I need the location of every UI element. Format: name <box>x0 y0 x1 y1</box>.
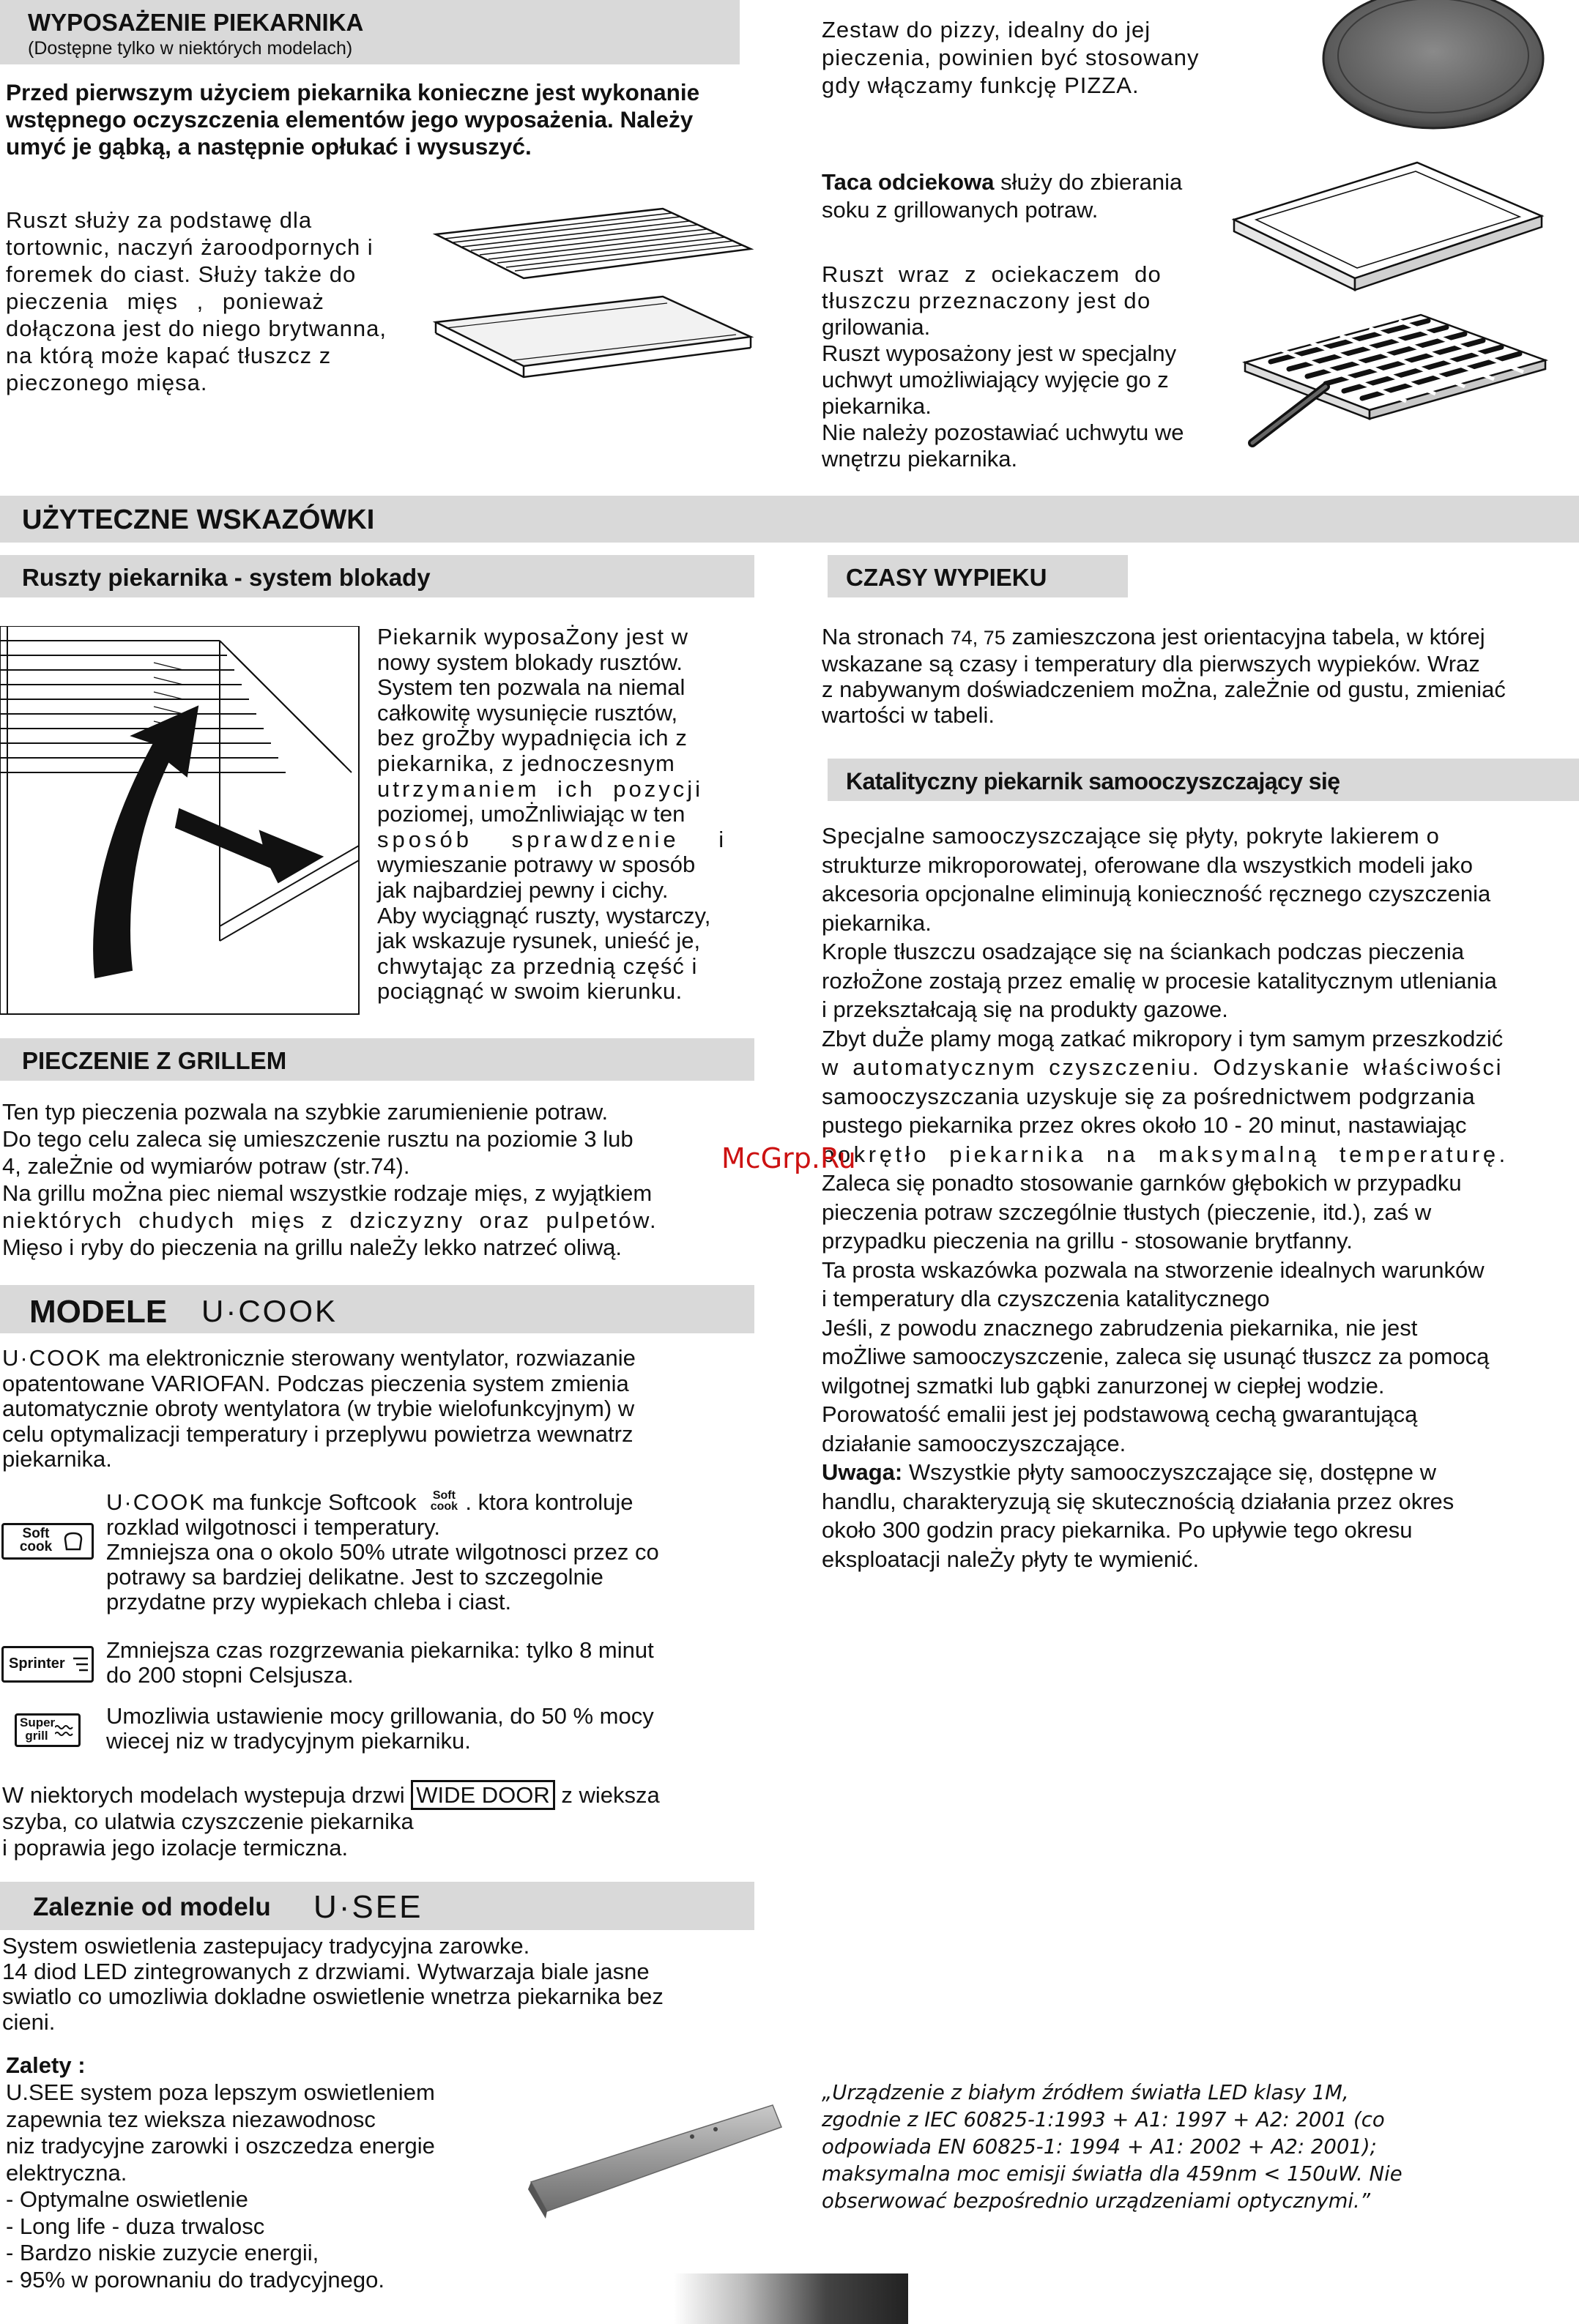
accessories-intro: Przed pierwszym użyciem piekarnika konieczne jest wykonanie wstępnego oczyszczenia elementów jego wyposażenia. Należy umyć je gąbką, a następnie opłukać i wysuszyć. <box>6 79 700 160</box>
softcook-description: U·COOK ma funkcje Softcook Soft cook . ktora kontroluje rozklad wilgotnosci i temperatury. Zmniejsza ona o okolo 50% utrate wilgotnosci przez co potrawy sa bardziej delikatne. Jest to szczegolnie przydatne przy wypiekach chleba i ciast. <box>106 1489 659 1614</box>
catalytic-description: Specjalne samooczyszczające się płyty, pokryte lakierem o strukturze mikroporowatej, oferowane dla wszystkich modeli jako akcesoria opcjonalne eliminują konieczność ręcznego czyszczenia piekarnika. Krople tłuszczu osadzające się na ściankach podczas pieczenia rozłoŻone zostają przez emalię w procesie katalitycznym utleniania i przekształcają się na produkty gazowe. Zbyt duŻe plamy mogą zatkać mikropory i tym samym przeszkodzić w automatycznym czyszczeniu. Odzyskanie właściwości samooczyszczania uzyskuje się za pośrednictwem podgrzania pustego piekarnika przez okres około 10 - 20 minut, nastawiając pokrętło piekarnika na maksymalną temperaturę. Zaleca się ponadto stosowanie garnków głębokich w przypadku pieczenia potraw szczególnie tłustych (pieczenie, itd.), zaś w przypadku pieczenia na grillu - stosowanie brytfanny. Ta prosta wskazówka pozwala na stworzenie idealnych warunków i temperatury dla czyszczenia katalitycznego Jeśli, z powodu znacznego zabrudzenia piekarnika, nie jest moŻliwe samooczyszczenie, zaleca się usunąć tłuszcz za pomocą wilgotnej szmatki lub gąbki zanurzonej w ciepłej wodzie. Porowatość emalii jest jej podstawową cechą gwarantującą działanie samooczyszczające. Uwaga: Wszystkie płyty samooczyszczające się, dostępne w handlu, charakteryzują się skutecznością działania przez okres około 300 godzin pracy piekarnika. Po upływie tego okresu eksploatacji naleŻy płyty te wymienić. <box>822 823 1509 1572</box>
widedoor-description: W niektorych modelach wystepuja drzwi WIDE DOOR z wieksza szyba, co ulatwia czyszczenie piekarnika i poprawia jego izolacje termiczna. <box>2 1782 749 1861</box>
rack-description: Ruszt służy za podstawę dla tortownic, naczyń żaroodpornych i foremek do ciast. Służy także do pieczenia mięs , ponieważ dołączona jest do niego brytwanna, na którą może kapać tłuszcz z pieczonego mięsa. <box>6 207 387 395</box>
page-edge-tab <box>674 2273 908 2324</box>
ucook-intro: U·COOK ma elektronicznie sterowany wentylator, rozwiazanie opatentowane VARIOFAN. Podczas pieczenia system zmienia automatycznie obroty wentylatora (w trybie wielofunkcyjnym) w celu optymalizacji temperatury i przeplywu powietrza wewnatrz piekarnika. <box>2 1345 636 1472</box>
grill-rack-illustration <box>1238 308 1553 454</box>
baking-times-heading: CZASY WYPIEKU <box>846 564 1047 591</box>
usee-description: System oswietlenia zastepujacy tradycyjna zarowke. 14 diod LED zintegrowanych z drzwiami. Wytwarzaja biale jasne swiatlo co umozliwia dokladne oswietlenie wnetrza piekarnika bez cieni. <box>2 1933 664 2035</box>
led-strip-illustration <box>524 2094 787 2226</box>
sprinter-description: Zmniejsza czas rozgrzewania piekarnika: tylko 8 minut do 200 stopni Celsjusza. <box>106 1637 654 1688</box>
shelves-heading-bar <box>0 555 754 597</box>
drip-tray-description: Taca odciekowa służy do zbierania soku z grillowanych potraw. <box>822 169 1183 223</box>
shelves-description: Piekarnik wyposaŻony jest w nowy system blokady rusztów. System ten pozwala na niemal całkowitę wysunięcie rusztów, bez groŻby wypadnięcia ich z piekarnika, z jednoczesnym utrzymaniem ich pozycji poziomej, umoŻnliwiając w ten sposób sprawdzenie i wymieszanie potrawy w sposób jak najbardziej pewny i cichy. Aby wyciągnąć ruszty, wystarczy, jak wskazuje rysunek, unieść je, chwytając za przednią część i pociągnąć w swoim kierunku. <box>377 624 728 1005</box>
shelf-lock-illustration <box>0 626 366 1021</box>
pizza-description: Zestaw do pizzy, idealny do jej pieczenia, powinien być stosowany gdy włączamy funkcję PIZZA. <box>822 17 1200 98</box>
supergrill-icon: Super grill <box>15 1713 81 1747</box>
ucook-heading-logo: U·COOK <box>201 1294 338 1328</box>
softcook-inline-icon: Soft cook <box>430 1489 458 1513</box>
grill-heading: PIECZENIE Z GRILLEM <box>22 1047 287 1074</box>
catalytic-note-label: Uwaga: <box>822 1459 903 1485</box>
widedoor-badge: WIDE DOOR <box>411 1780 555 1810</box>
ucook-logo-inline: U·COOK <box>2 1345 102 1371</box>
supergrill-description: Umozliwia ustawienie mocy grillowania, do 50 % mocy wiecej niz w tradycyjnym piekarniku. <box>106 1703 654 1754</box>
watermark: McGrp.Ru <box>721 1142 856 1174</box>
softcook-icon: Soft cook <box>1 1523 94 1560</box>
grill-description: Ten typ pieczenia pozwala na szybkie zarumienienie potraw. Do tego celu zaleca się umieszczenie rusztu na poziomie 3 lub 4, zaleŻnie od wymiarów potraw (str.74). Na grillu moŻna piec niemal wszystkie rodzaje mięs, z wyjątkiem niektórych chudych mięs z dziczyzny oraz pulpetów. Mięso i ryby do pieczenia na grillu naleŻy lekko natrzeć oliwą. <box>2 1099 658 1260</box>
usee-heading-logo: U·SEE <box>313 1889 423 1925</box>
shelves-heading: Ruszty piekarnika - system blokady <box>22 564 431 591</box>
accessories-heading: WYPOSAŻENIE PIEKARNIKA <box>28 9 364 36</box>
catalytic-heading: Katalityczny piekarnik samooczyszczający się <box>846 768 1340 794</box>
drip-tray-illustration <box>1227 154 1549 300</box>
oven-rack-illustration <box>428 194 765 403</box>
baking-times-heading-bar <box>828 555 1128 597</box>
pizza-pan-illustration <box>1318 0 1549 139</box>
led-safety-note: „Urządzenie z białym źródłem światła LED klasy 1M, zgodnie z IEC 60825-1:1993 + A1: 1997 + A2: 2001 (co odpowiada EN 60825-1: 1994 + A1: 2002 + A2: 2001); maksymalna moc emisji światła dla 459nm < 150uW. Nie obserwować bezpośrednio urządzeniami optycznymi.” <box>822 2081 1402 2213</box>
usee-heading-bar <box>0 1882 754 1930</box>
catalytic-heading-bar <box>828 759 1579 801</box>
tips-heading-bar <box>0 496 1579 543</box>
sprinter-icon: Sprinter <box>1 1646 94 1683</box>
ucook-heading: MODELE <box>29 1294 168 1330</box>
baking-times-pages: 74, 75 <box>950 627 1006 649</box>
ucook-heading-bar <box>0 1285 754 1333</box>
drip-tray-term: Taca odciekowa <box>822 169 995 195</box>
grill-rack-description: Ruszt wraz z ociekaczem do tłuszczu przeznaczony jest do grilowania. Ruszt wyposażony jest w specjalny uchwyt umożliwiający wyjęcie go z piekarnika. Nie należy pozostawiać uchwytu we wnętrzu piekarnika. <box>822 261 1184 472</box>
accessories-heading-bar <box>0 0 740 64</box>
grill-heading-bar <box>0 1038 754 1081</box>
baking-times-description: Na stronach 74, 75 zamieszczona jest orientacyjna tabela, w której wskazane są czasy i temperatury dla pierwszych wypieków. Wraz z nabywanym doświadczeniem moŻna, zaleŻnie od gustu, zmieniać wartości w tabeli. <box>822 624 1506 728</box>
usee-heading: Zaleznie od modelu <box>33 1893 271 1921</box>
usee-benefits: U.SEE system poza lepszym oswietleniem zapewnia tez wieksza niezawodnosc niz tradycyjne zarowki i oszczedza energie elektryczna. - Optymalne oswietlenie - Long life - duza trwalosc - Bardzo niskie zuzycie energii, - 95% w porownaniu do tradycyjnego. <box>6 2079 435 2293</box>
accessories-subheading: (Dostępne tylko w niektórych modelach) <box>28 38 353 59</box>
usee-benefits-heading: Zalety : <box>6 2052 86 2078</box>
tips-heading: UŻYTECZNE WSKAZÓWKI <box>22 504 375 535</box>
